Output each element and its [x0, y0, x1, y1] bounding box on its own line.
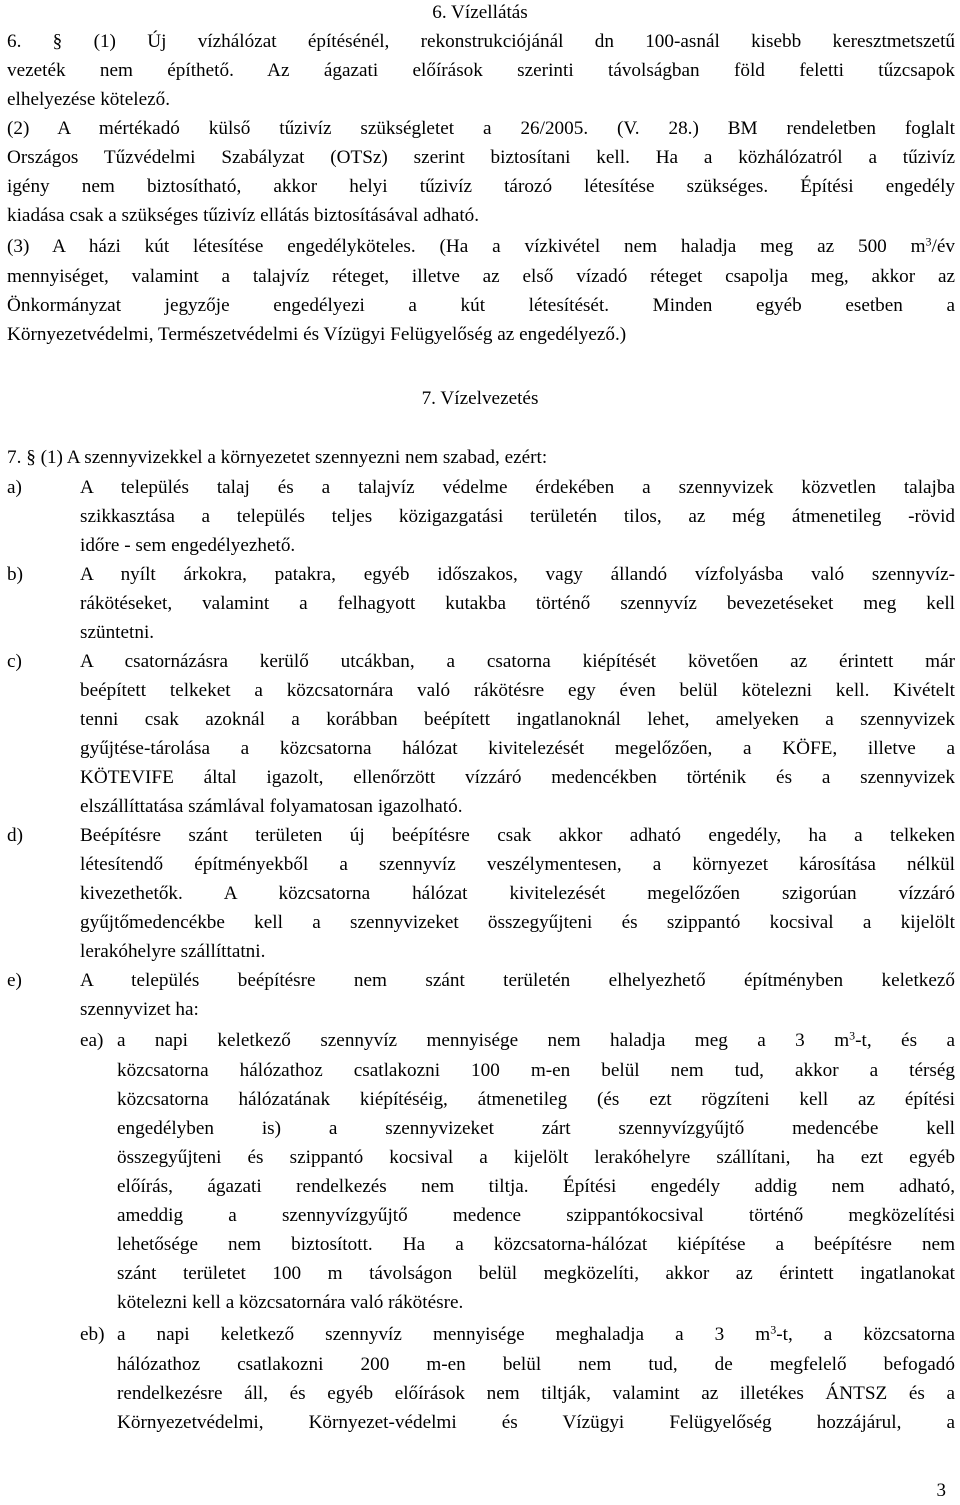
section-heading-6: 6. Vízellátás	[432, 2, 528, 23]
paragraph-6-1-line: vezeték nem építhető. Az ágazati előírások szerinti távolságban föld feletti tűzcsapok	[7, 60, 955, 81]
paragraph-7-1-intro: 7. § (1) A szennyvizekkel a környezetet szennyezni nem szabad, ezért:	[7, 447, 548, 468]
paragraph-6-2-line: Országos Tűzvédelmi Szabályzat (OTSz) szerint biztosítani kell. Ha a közhálózatról a tűzivíz	[7, 147, 955, 168]
item-c-line: tenni csak azoknál a korábban beépített ingatlanoknál lehet, amelyeken a szennyvizek	[80, 709, 955, 730]
item-d-line: lerakóhelyre szállíttatni.	[80, 941, 266, 962]
item-label-c: c)	[7, 651, 22, 672]
item-d-line: Beépítésre szánt területen új beépítésre csak akkor adható engedély, ha a telkeken	[80, 825, 955, 846]
item-b-line: A nyílt árkokra, patakra, egyéb időszakos, vagy állandó vízfolyásba való szennyvíz-	[80, 564, 955, 585]
item-label-b: b)	[7, 564, 23, 585]
item-eb-text: a napi keletkező szennyvíz mennyisége meghaladja a 3 m	[117, 1324, 771, 1345]
item-eb-line: hálózathoz csatlakozni 200 m-en belül nem tud, de megfelelő befogadó	[117, 1354, 955, 1375]
paragraph-6-2-line: (2) A mértékadó külső tűzivíz szükségletet a 26/2005. (V. 28.) BM rendeletben foglalt	[7, 118, 955, 139]
item-d-line: gyűjtőmedencékbe kell a szennyvizeket összegyűjteni és szippantó kocsival a kijelölt	[80, 912, 955, 933]
superscript: 3	[849, 1028, 856, 1043]
paragraph-6-3-line: Önkormányzat jegyzője engedélyezi a kút létesítését. Minden egyéb esetben a	[7, 295, 955, 316]
paragraph-6-1-line: 6. § (1) Új vízhálózat építésénél, rekonstrukciójánál dn 100-asnál kisebb keresztmetszetű	[7, 31, 955, 52]
paragraph-6-3-line	[7, 232, 955, 261]
item-label-d: d)	[7, 825, 23, 846]
paragraph-6-3-text: (3) A házi kút létesítése engedélyköteles. (Ha a vízkivétel nem haladja meg az 500 m	[7, 236, 926, 257]
paragraph-6-2-line: kiadása csak a szükséges tűzivíz ellátás biztosításával adható.	[7, 205, 480, 226]
item-eb-line: rendelkezésre áll, és egyéb előírások nem tiltják, valamint az illetékes ÁNTSZ és a	[117, 1383, 955, 1404]
item-ea-line: előírás, ágazati rendelkezés nem tiltja. Építési engedély addig nem adható,	[117, 1176, 955, 1197]
item-a-line: szikkasztása a település teljes közigazgatási területén tilos, az még átmenetileg -rövid	[80, 506, 955, 527]
page-number: 3	[936, 1480, 946, 1501]
item-ea-line: közcsatorna hálózathoz csatlakozni 100 m-en belül nem tud, akkor a térség	[117, 1060, 955, 1081]
item-label-e: e)	[7, 970, 22, 991]
item-eb-line: Környezetvédelmi, Környezet-védelmi és Vízügyi Felügyelőség hozzájárul, a	[117, 1412, 955, 1433]
paragraph-6-3-line: Környezetvédelmi, Természetvédelmi és Vízügyi Felügyelőség az engedélyező.)	[7, 324, 627, 345]
item-c-line: KÖTEVIFE által igazolt, ellenőrzött vízzáró medencékben történik és a szennyvizek	[80, 767, 955, 788]
item-label-eb: eb)	[80, 1324, 105, 1345]
item-ea-line: összegyűjteni és szippantó kocsival a kijelölt lerakóhelyre szállítani, ha ezt egyéb	[117, 1147, 955, 1168]
item-ea-text: a napi keletkező szennyvíz mennyisége nem haladja meg a 3 m	[117, 1030, 850, 1051]
item-c-line: gyűjtése-tárolása a közcsatorna hálózat kivitelezését megelőzően, a KÖFE, illetve a	[80, 738, 955, 759]
item-ea-text: -t, és a	[855, 1030, 955, 1051]
item-label-ea: ea)	[80, 1030, 104, 1051]
item-ea-line: közcsatorna hálózatának kiépítéséig, átmenetileg (és ezt rögzíteni kell az építési	[117, 1089, 955, 1110]
item-ea-line	[117, 1026, 955, 1055]
item-c-line: A csatornázásra kerülő utcákban, a csatorna kiépítését követően az érintett már	[80, 651, 955, 672]
item-c-line: beépített telkeket a közcsatornára való rákötésre egy éven belül kötelezni kell. Kivételt	[80, 680, 955, 701]
item-c-line: elszállíttatása számlával folyamatosan igazolható.	[80, 796, 463, 817]
unit-text: /év	[931, 236, 955, 257]
paragraph-6-1-line: elhelyezése kötelező.	[7, 89, 171, 110]
paragraph-6-3-line: mennyiséget, valamint a talajvíz réteget, illetve az első vízadó réteget csapolja meg, akkor az	[7, 266, 955, 287]
item-e-line: A település beépítésre nem szánt területén elhelyezhető építményben keletkező	[80, 970, 955, 991]
item-eb-line	[117, 1320, 955, 1349]
item-a-line: időre - sem engedélyezhető.	[80, 535, 296, 556]
item-e-line: szennyvizet ha:	[80, 999, 199, 1020]
item-label-a: a)	[7, 477, 22, 498]
paragraph-6-2-line: igény nem biztosítható, akkor helyi tűzivíz tározó létesítése szükséges. Építési engedély	[7, 176, 955, 197]
item-b-line: szüntetni.	[80, 622, 155, 643]
item-ea-line: kötelezni kell a közcsatornára való rákötésre.	[117, 1292, 464, 1313]
item-ea-line: szánt területet 100 m távolságon belül megközelíti, akkor az érintett ingatlanokat	[117, 1263, 955, 1284]
section-heading-7: 7. Vízelvezetés	[421, 388, 539, 409]
item-ea-line: lehetősége nem biztosított. Ha a közcsatorna-hálózat kiépítése a beépítésre nem	[117, 1234, 955, 1255]
item-b-line: rákötéseket, valamint a felhagyott kutakba történő szennyvíz bevezetéseket meg kell	[80, 593, 955, 614]
item-a-line: A település talaj és a talajvíz védelme érdekében a szennyvizek közvetlen talajba	[80, 477, 955, 498]
item-d-line: létesítendő építményekből a szennyvíz veszélymentesen, a környezet károsítása nélkül	[80, 854, 955, 875]
item-ea-line: engedélyben is) a szennyvizeket zárt szennyvízgyűjtő medencébe kell	[117, 1118, 955, 1139]
superscript: 3	[925, 234, 932, 249]
item-eb-text: -t, a közcsatorna	[776, 1324, 955, 1345]
superscript: 3	[770, 1322, 777, 1337]
item-d-line: kivezethetők. A közcsatorna hálózat kivitelezését megelőzően szigorúan vízzáró	[80, 883, 955, 904]
item-ea-line: ameddig a szennyvízgyűjtő medence szippantókocsival történő megközelítési	[117, 1205, 955, 1226]
